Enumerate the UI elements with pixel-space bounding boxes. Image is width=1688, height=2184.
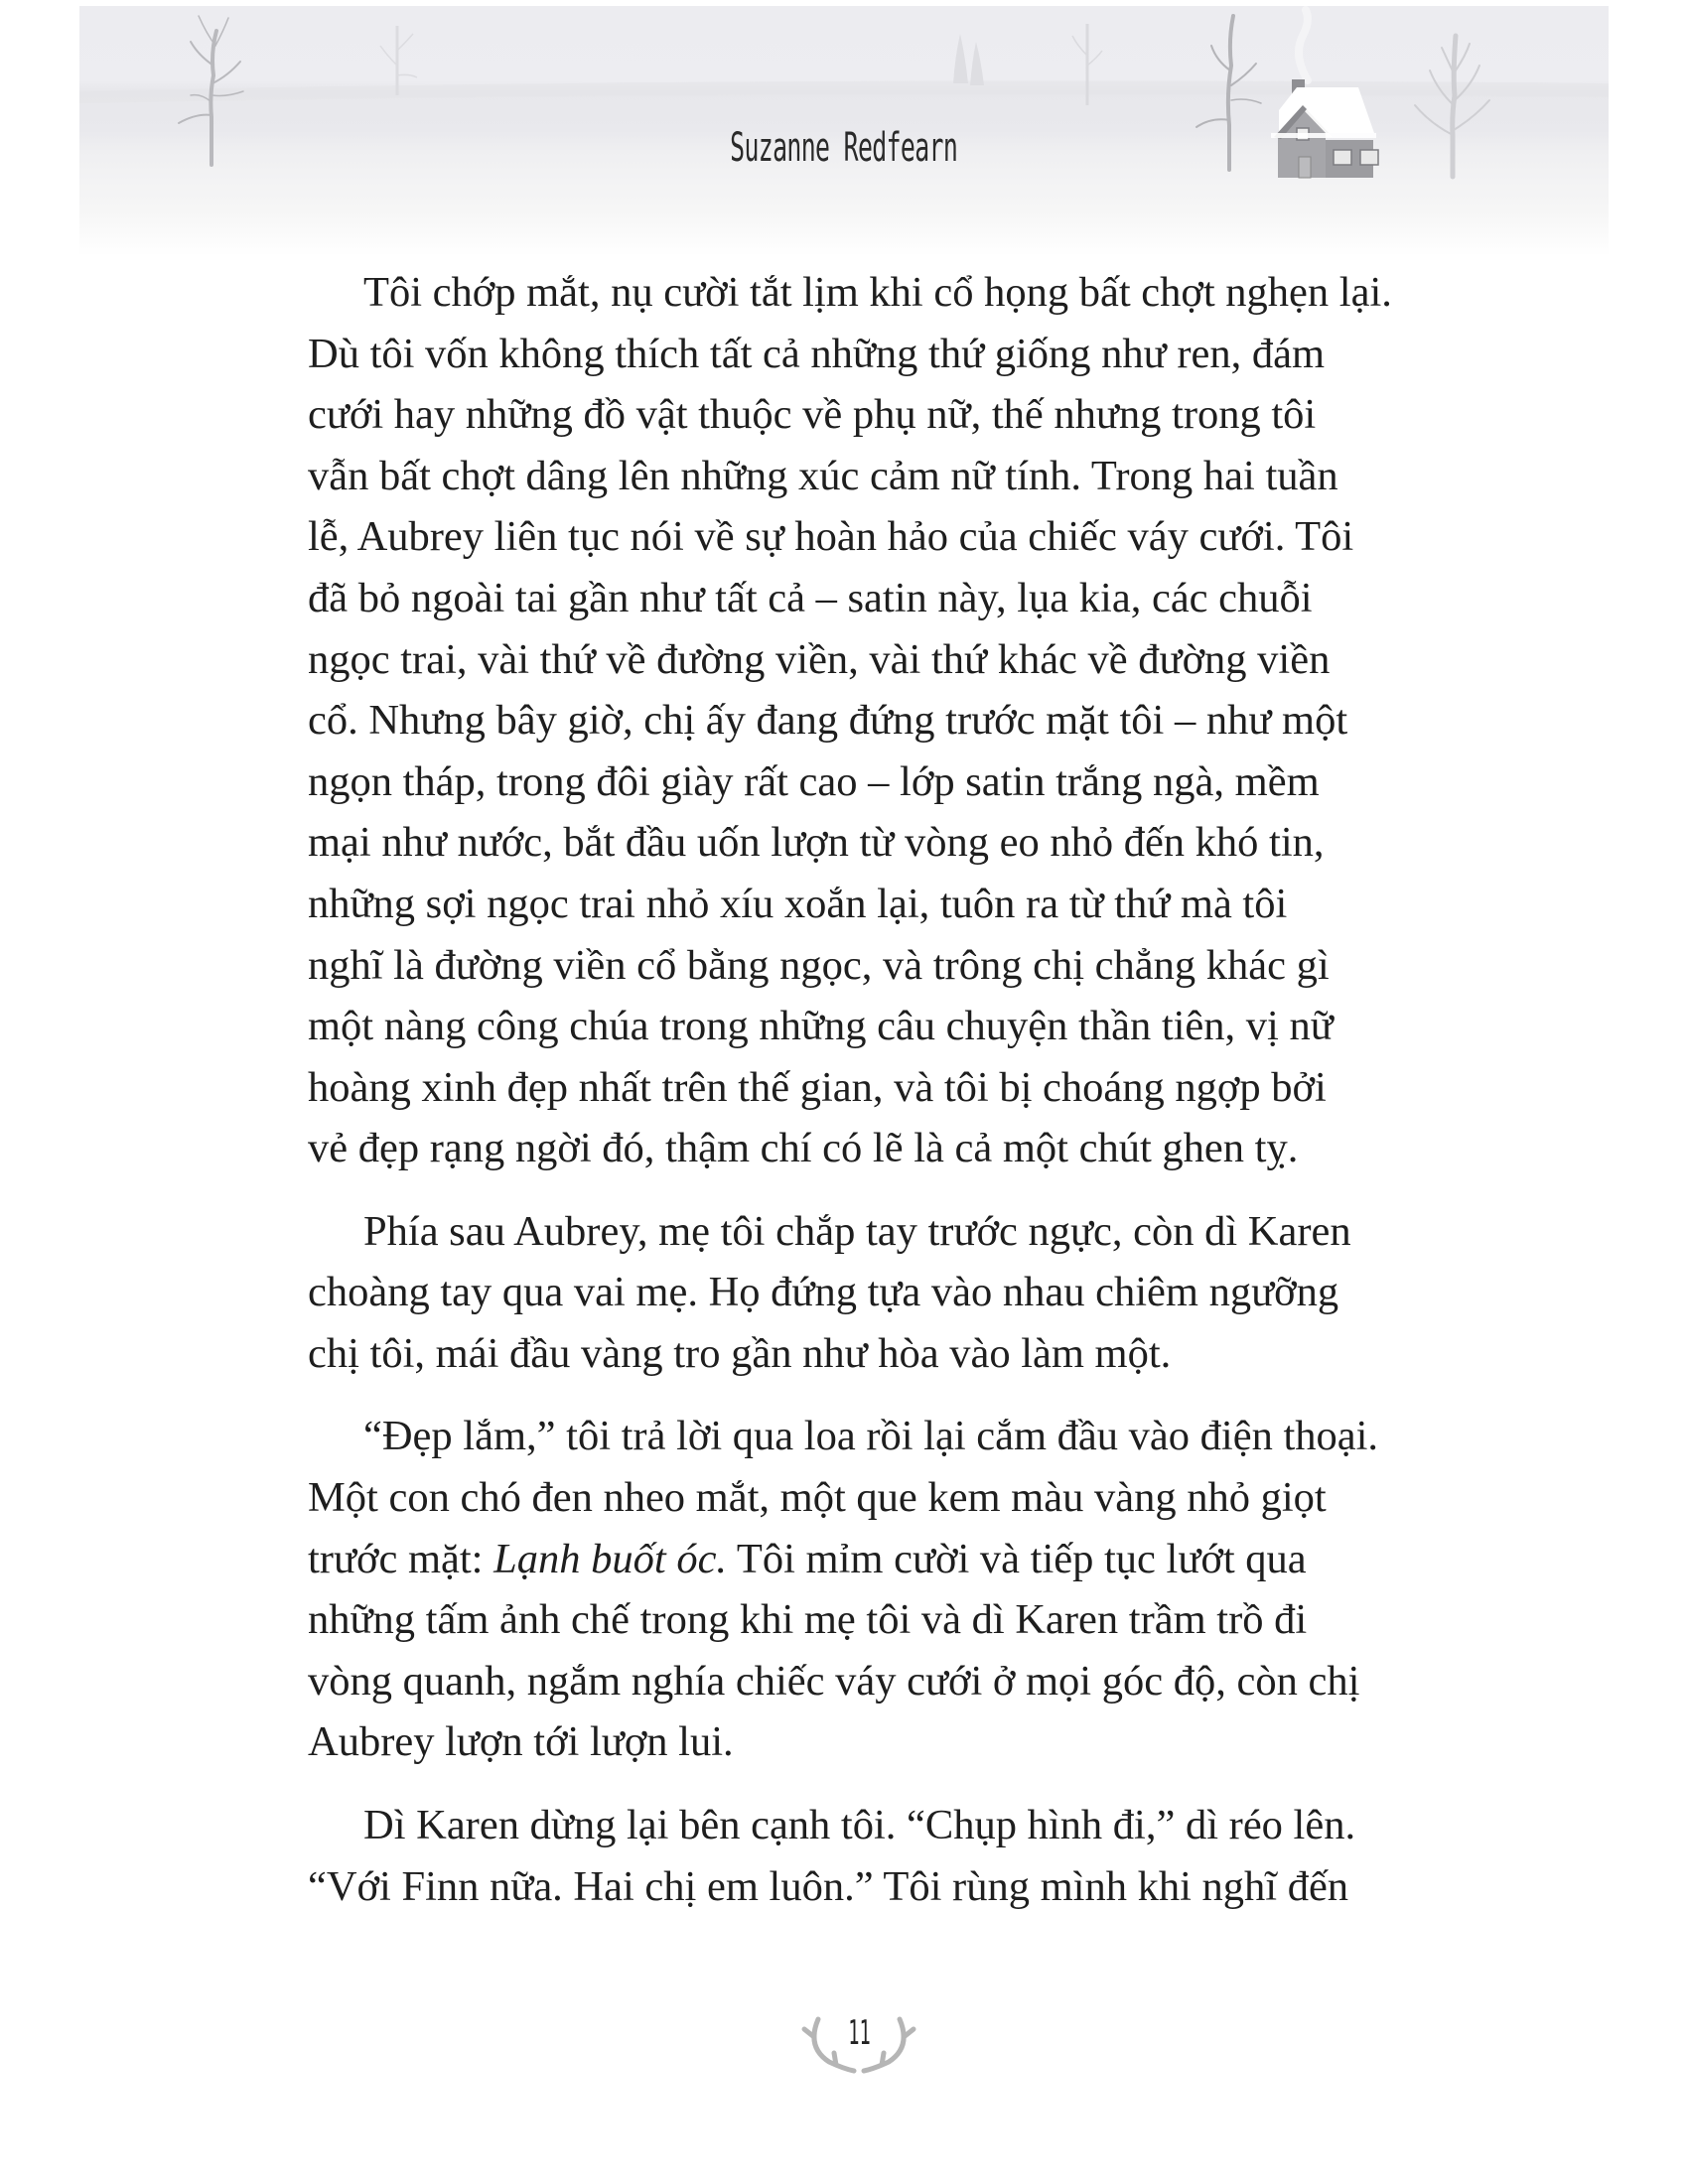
text-line: ngọc trai, vài thứ về đường viền, vài thứ khác về đường viền	[308, 636, 1331, 683]
text-line: Phía sau Aubrey, mẹ tôi chắp tay trước ngực, còn dì Karen	[363, 1208, 1351, 1255]
text-line: Một con chó đen nheo mắt, một que kem màu vàng nhỏ giọt	[308, 1474, 1327, 1521]
chimney-smoke-icon	[1299, 10, 1308, 80]
italic-phrase: Lạnh buốt óc.	[493, 1536, 728, 1582]
text-line: Dì Karen dừng lại bên cạnh tôi. “Chụp hình đi,” dì réo lên.	[363, 1802, 1356, 1848]
text-line: một nàng công chúa trong những câu chuyện thần tiên, vị nữ	[308, 1003, 1334, 1049]
text-line: trước mặt: Lạnh buốt óc. Tôi mỉm cười và tiếp tục lướt qua	[308, 1536, 1307, 1582]
text-line: cổ. Nhưng bây giờ, chị ấy đang đứng trước mặt tôi – như một	[308, 697, 1348, 744]
text-line: những sợi ngọc trai nhỏ xíu xoắn lại, tuôn ra từ thứ mà tôi	[308, 881, 1288, 927]
text-line: “Với Finn nữa. Hai chị em luôn.” Tôi rùng mình khi nghĩ đến	[308, 1863, 1349, 1910]
faint-tree-icon	[380, 26, 417, 95]
text-line: vẻ đẹp rạng ngời đó, thậm chí có lẽ là cả một chút ghen tỵ.	[308, 1125, 1299, 1171]
text-line: Dù tôi vốn không thích tất cả những thứ giống như ren, đám	[308, 331, 1326, 377]
page-number: 11	[847, 2013, 871, 2053]
text-line: chị tôi, mái đầu vàng tro gần như hòa vào làm một.	[308, 1330, 1172, 1377]
text-line: lễ, Aubrey liên tục nói về sự hoàn hảo của chiếc váy cưới. Tôi	[308, 513, 1354, 560]
text-line: hoàng xinh đẹp nhất trên thế gian, và tôi bị choáng ngợp bởi	[308, 1064, 1327, 1111]
text-line: “Đẹp lắm,” tôi trả lời qua loa rồi lại cắm đầu vào điện thoại.	[363, 1413, 1379, 1459]
text-line: mại như nước, bắt đầu uốn lượn từ vòng eo nhỏ đến khó tin,	[308, 819, 1325, 866]
text-line: vòng quanh, ngắm nghía chiếc váy cưới ở mọi góc độ, còn chị	[308, 1658, 1360, 1705]
text-line: nghĩ là đường viền cổ bằng ngọc, và trông chị chẳng khác gì	[308, 942, 1330, 989]
text-line: ngọn tháp, trong đôi giày rất cao – lớp satin trắng ngà, mềm	[308, 758, 1320, 805]
text-line: Tôi chớp mắt, nụ cười tắt lịm khi cổ họng bất chợt nghẹn lại.	[363, 269, 1392, 316]
page-footer	[784, 2007, 933, 2077]
pine-trees-icon	[953, 34, 984, 85]
text-line: cưới hay những đồ vật thuộc về phụ nữ, thế nhưng trong tôi	[308, 391, 1317, 438]
text-line: những tấm ảnh chế trong khi mẹ tôi và dì Karen trầm trồ đi	[308, 1596, 1308, 1643]
text-line: vẫn bất chợt dâng lên những xúc cảm nữ tính. Trong hai tuần	[308, 453, 1338, 499]
text-line: Aubrey lượn tới lượn lui.	[308, 1718, 734, 1765]
running-title-author: Suzanne Redfearn	[730, 125, 958, 171]
text-line: đã bỏ ngoài tai gần như tất cả – satin này, lụa kia, các chuỗi	[308, 575, 1313, 621]
text-line: choàng tay qua vai mẹ. Họ đứng tựa vào nhau chiêm ngưỡng	[308, 1269, 1339, 1315]
